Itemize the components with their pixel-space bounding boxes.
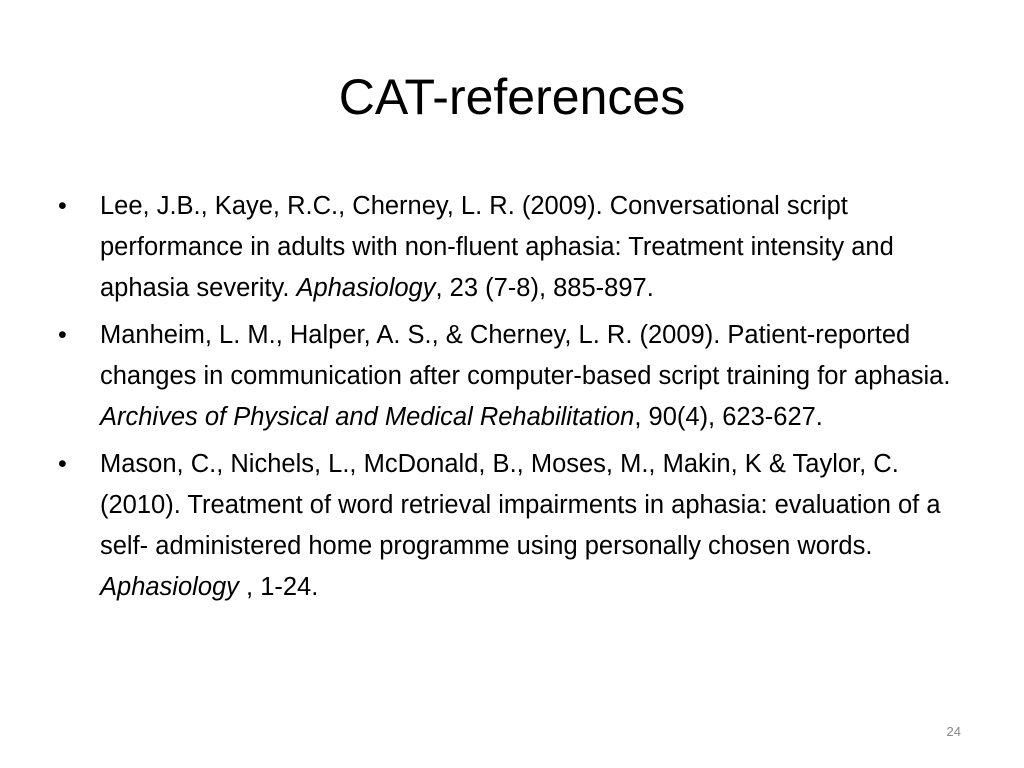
reference-item-manheim — [58, 315, 975, 438]
reference-item-mason — [58, 444, 975, 608]
slide-title: CAT-references — [338, 69, 686, 125]
journal-title: Aphasiology — [100, 573, 239, 601]
reference-details: , 23 (7-8), 885-897. — [435, 274, 654, 302]
reference-details: , 90(4), 623-627. — [634, 403, 823, 431]
journal-title: Archives of Physical and Medical Rehabilitation — [100, 403, 635, 431]
reference-details: , 1-24. — [238, 573, 319, 601]
reference-text: Manheim, L. M., Halper, A. S., & Cherney, L. R. (2009). Patient-reported changes in communication after computer-based script training for aphasia. — [100, 321, 951, 390]
bullet-icon: • — [58, 321, 67, 349]
reference-text: Lee, J.B., Kaye, R.C., Cherney, L. R. (2009). Conversational script performance in adults with non-fluent aphasia: Treatment intensity and aphasia severity. — [100, 192, 894, 302]
page-number: 24 — [946, 724, 961, 739]
bullet-icon: • — [58, 450, 67, 478]
bullet-icon: • — [58, 192, 67, 220]
journal-title: Aphasiology — [296, 274, 436, 302]
reference-list — [58, 186, 975, 614]
reference-text: Mason, C., Nichels, L., McDonald, B., Moses, M., Makin, K & Taylor, C. (2010). Treatment of word retrieval impairments in aphasia: evaluation of a self- administered home programme using personally chosen words. — [100, 450, 941, 560]
reference-item-lee — [58, 186, 975, 309]
